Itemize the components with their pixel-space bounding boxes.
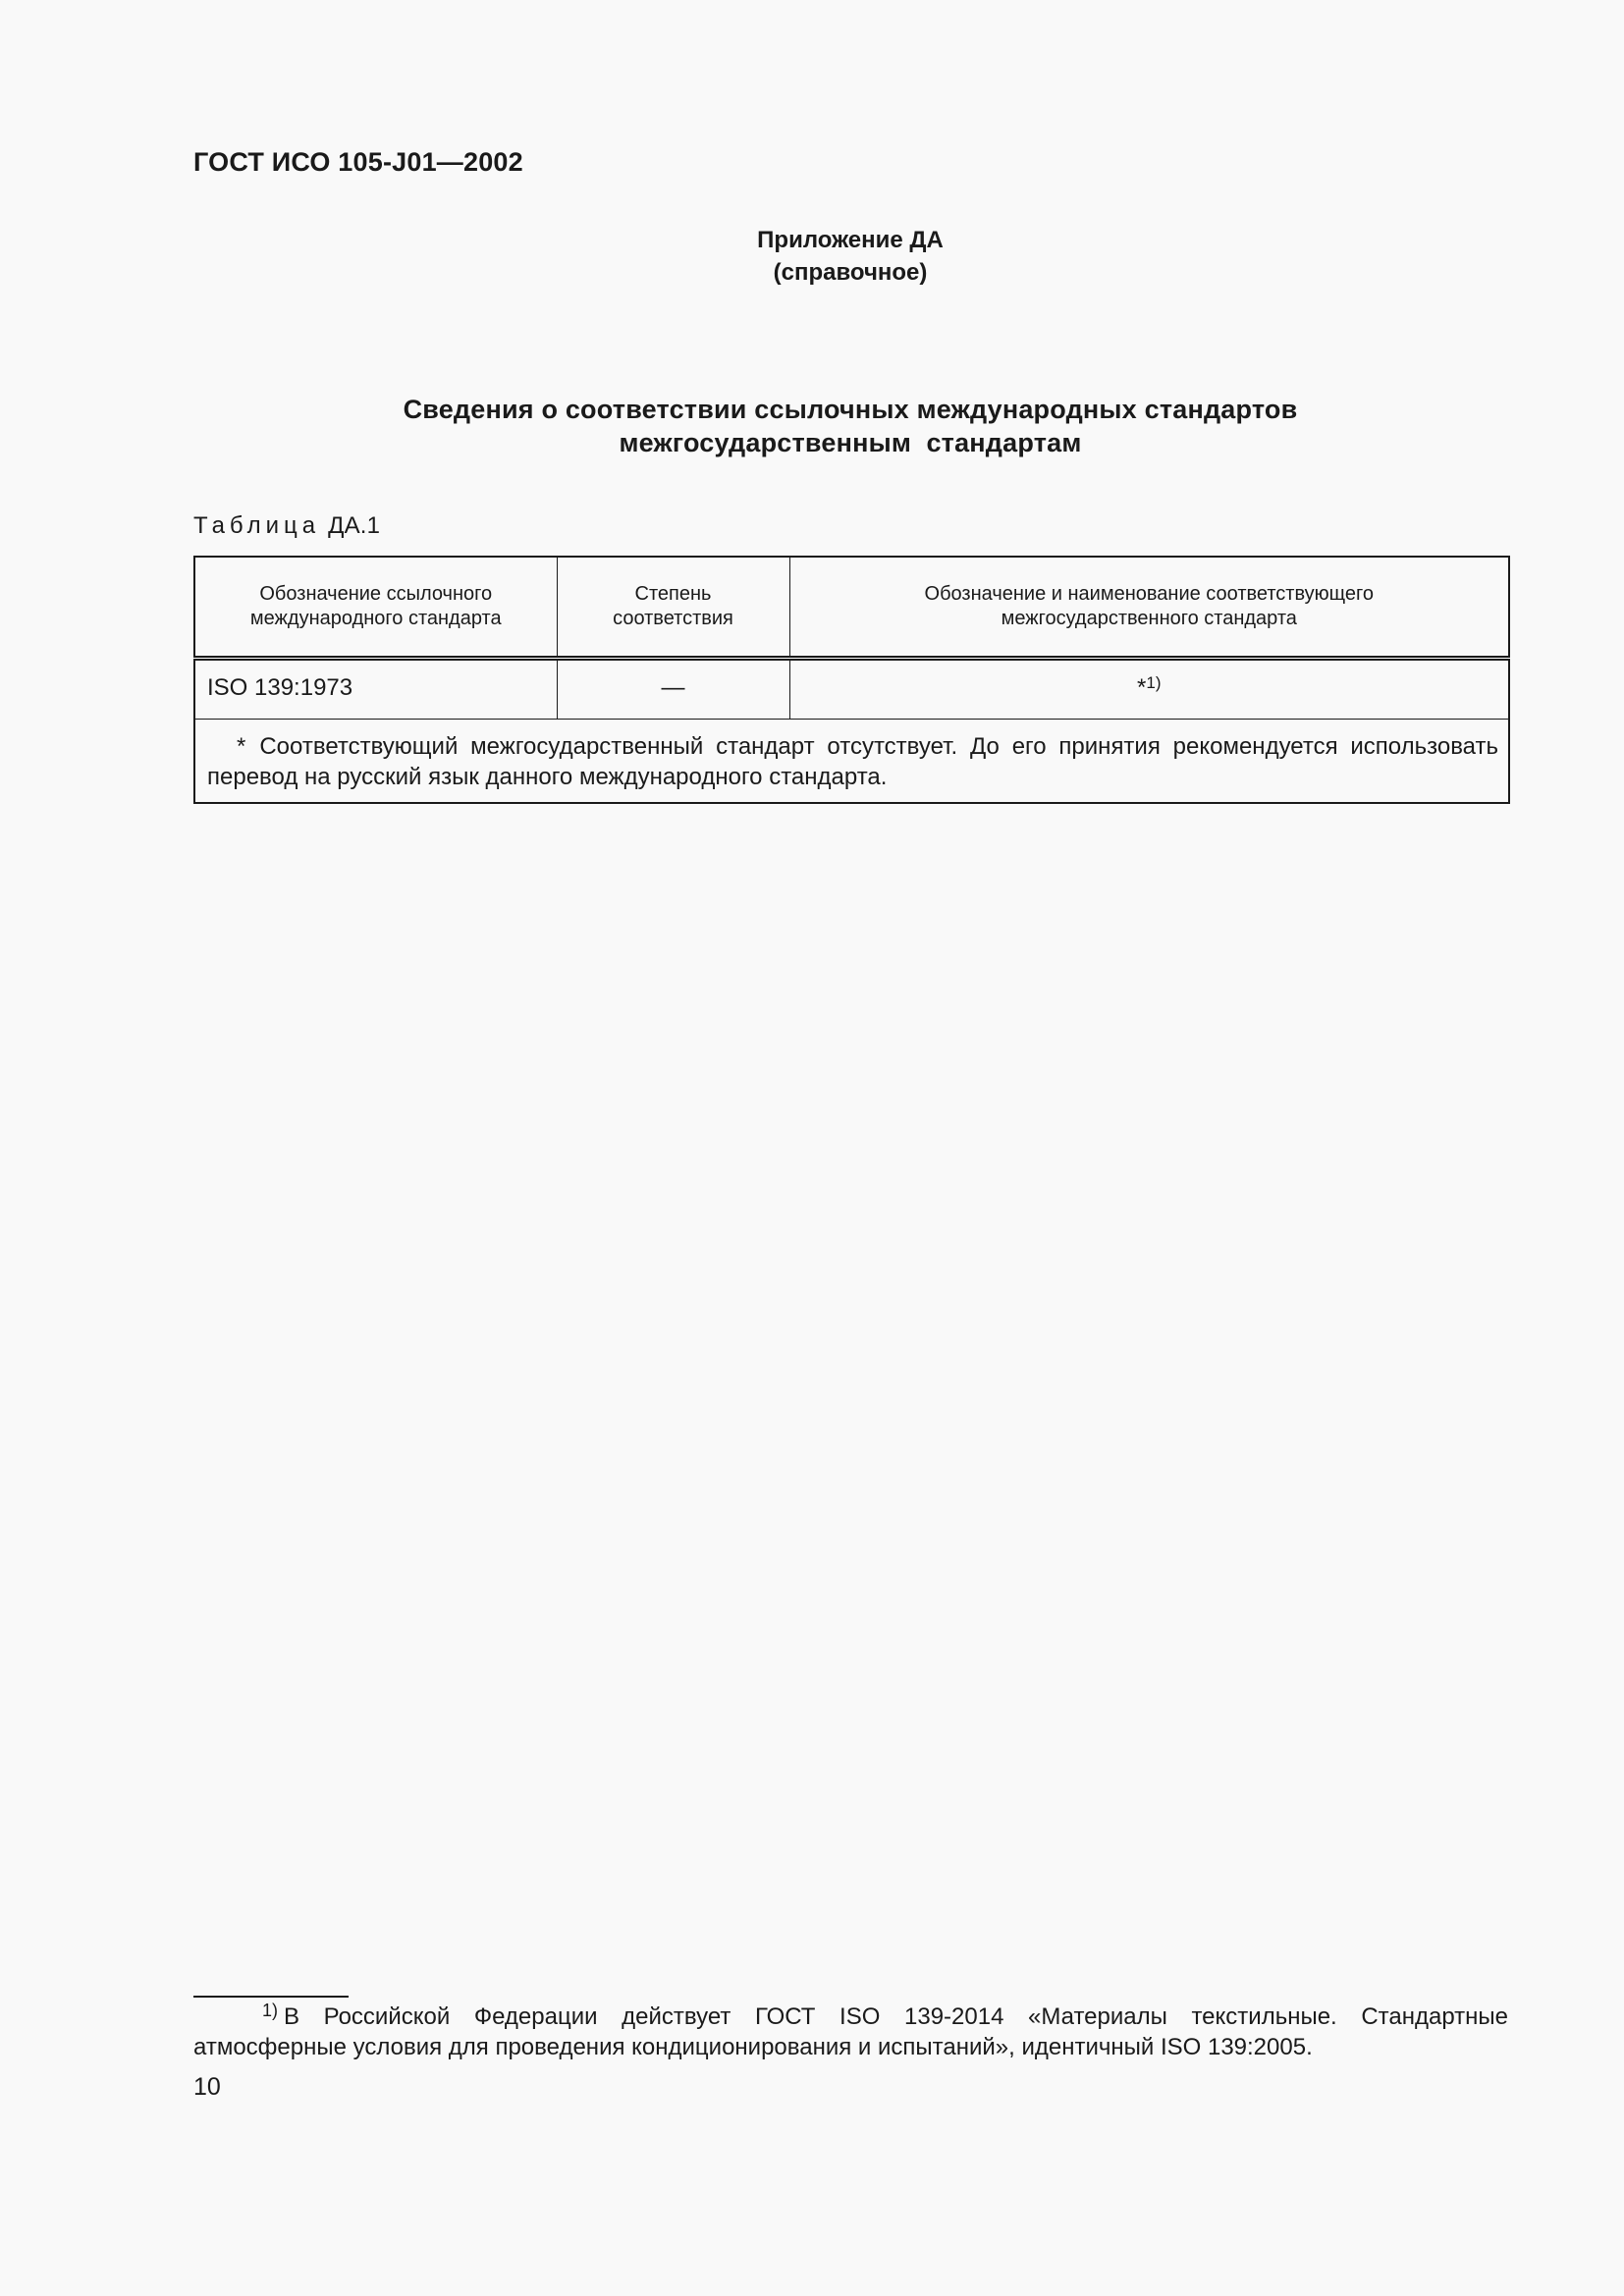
table-caption-id: ДА.1 <box>328 512 381 539</box>
section-title-line-1: Сведения о соответствии ссылочных международных стандартов <box>403 395 1298 424</box>
cell-interstate-standard <box>789 659 1509 720</box>
footnote <box>193 2002 1508 2062</box>
section-title-line-2: межгосударственным стандартам <box>619 428 1082 457</box>
footnote-divider <box>193 1996 349 1998</box>
table-row <box>194 659 1509 720</box>
header-degree-of-correspondence: Степень соответствия <box>557 557 789 659</box>
table-note <box>194 720 1509 804</box>
cell-standard-designation: ISO 139:1973 <box>194 659 557 720</box>
table-caption <box>193 512 380 540</box>
appendix-heading <box>0 224 1624 289</box>
footnote-text: В Российской Федерации действует ГОСТ ISO 139-2014 «Материалы текстильные. Стандартные атмосферные условия для проведения кондиционирования и испытаний», идентичный ISO 139:2005. <box>193 2003 1508 2060</box>
footnote-ref: 1) <box>1146 673 1162 692</box>
footnote-mark: 1) <box>262 2001 279 2020</box>
appendix-subtitle: (справочное) <box>773 259 928 286</box>
note-asterisk: * <box>237 733 246 760</box>
section-title <box>0 393 1624 459</box>
table-header-row <box>194 557 1509 659</box>
header-interstate-standard: Обозначение и наименование соответствующего межгосударственного стандарта <box>789 557 1509 659</box>
page-number: 10 <box>193 2073 221 2101</box>
asterisk-mark: * <box>1137 674 1147 701</box>
table-note-row <box>194 720 1509 804</box>
document-id-header: ГОСТ ИСО 105-J01—2002 <box>193 147 523 177</box>
table-caption-word: Таблица <box>193 512 321 539</box>
cell-degree: — <box>557 659 789 720</box>
header-international-standard: Обозначение ссылочного международного стандарта <box>194 557 557 659</box>
note-text: Соответствующий межгосударственный стандарт отсутствует. До его принятия рекомендуется использовать перевод на русский язык данного международного стандарта. <box>207 733 1498 790</box>
correspondence-table <box>193 556 1510 804</box>
appendix-title: Приложение ДА <box>757 227 944 253</box>
